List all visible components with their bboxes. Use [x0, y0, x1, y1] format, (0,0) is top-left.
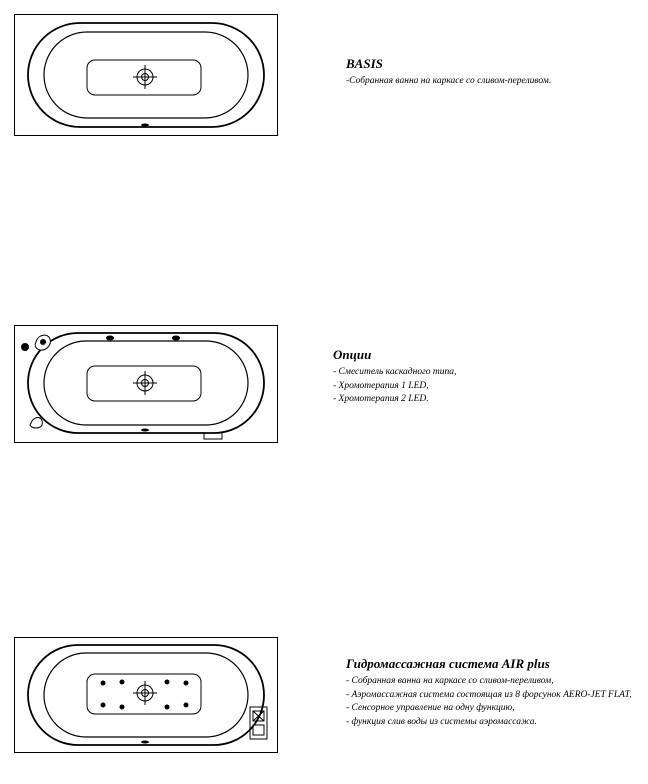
bathtub-bottom-panel	[87, 674, 201, 714]
options-description	[333, 347, 456, 407]
air-plus-description	[346, 656, 632, 729]
air-jet-nozzle-icon	[120, 705, 125, 710]
bathtub-inner-basin	[44, 32, 248, 118]
air-plus-bathtub-diagram	[14, 637, 278, 753]
air-jet-nozzle-icon	[184, 681, 189, 686]
bathtub-frame	[15, 638, 278, 753]
air-jet-nozzle-icon	[184, 703, 189, 708]
section-title: BASIS	[346, 56, 383, 71]
bathtub-frame	[15, 15, 278, 136]
drain-crosshair-icon	[133, 371, 157, 395]
overflow-icon	[141, 429, 149, 432]
air-jet-nozzle-icon	[165, 680, 170, 685]
overflow-icon	[141, 741, 149, 744]
section-line: - Аэромассажная система состоящая из 8 форсунок AERO-JET FLAT,	[346, 689, 632, 700]
section-line: - функция слив воды из системы аэромассажа.	[346, 716, 537, 727]
air-jet-nozzle-icon	[165, 705, 170, 710]
air-blower-unit-icon	[250, 707, 267, 739]
section-line: - Смеситель каскадного типа,	[333, 367, 457, 377]
drain-crosshair-icon	[133, 65, 157, 89]
section-title: Опции	[333, 347, 372, 362]
basis-bathtub-diagram	[14, 14, 278, 136]
overflow-icon	[141, 124, 149, 127]
section-title: Гидромассажная система AIR plus	[346, 656, 550, 671]
section-line: - Сенсорное управление на одну функцию,	[346, 703, 515, 713]
options-bathtub-diagram	[14, 325, 278, 443]
section-line: - Собранная ванна на каркасе со сливом-переливом,	[346, 676, 554, 686]
air-jet-nozzle-icon	[101, 703, 106, 708]
section-line: - Хромотерапия 1 LED,	[333, 380, 429, 391]
basis-description	[346, 56, 551, 89]
led-light-icon	[172, 336, 180, 341]
cascade-mixer-icon	[22, 335, 51, 428]
section-line: - Хромотерапия 2 LED.	[333, 394, 429, 404]
section-line: -Собранная ванна на каркасе со сливом-переливом.	[346, 76, 552, 86]
drain-crosshair-icon	[133, 681, 157, 705]
air-jet-nozzle-icon	[101, 681, 106, 686]
led-light-icon	[106, 336, 114, 341]
air-jet-nozzle-icon	[120, 680, 125, 685]
bathtub-inner-basin	[44, 653, 248, 737]
